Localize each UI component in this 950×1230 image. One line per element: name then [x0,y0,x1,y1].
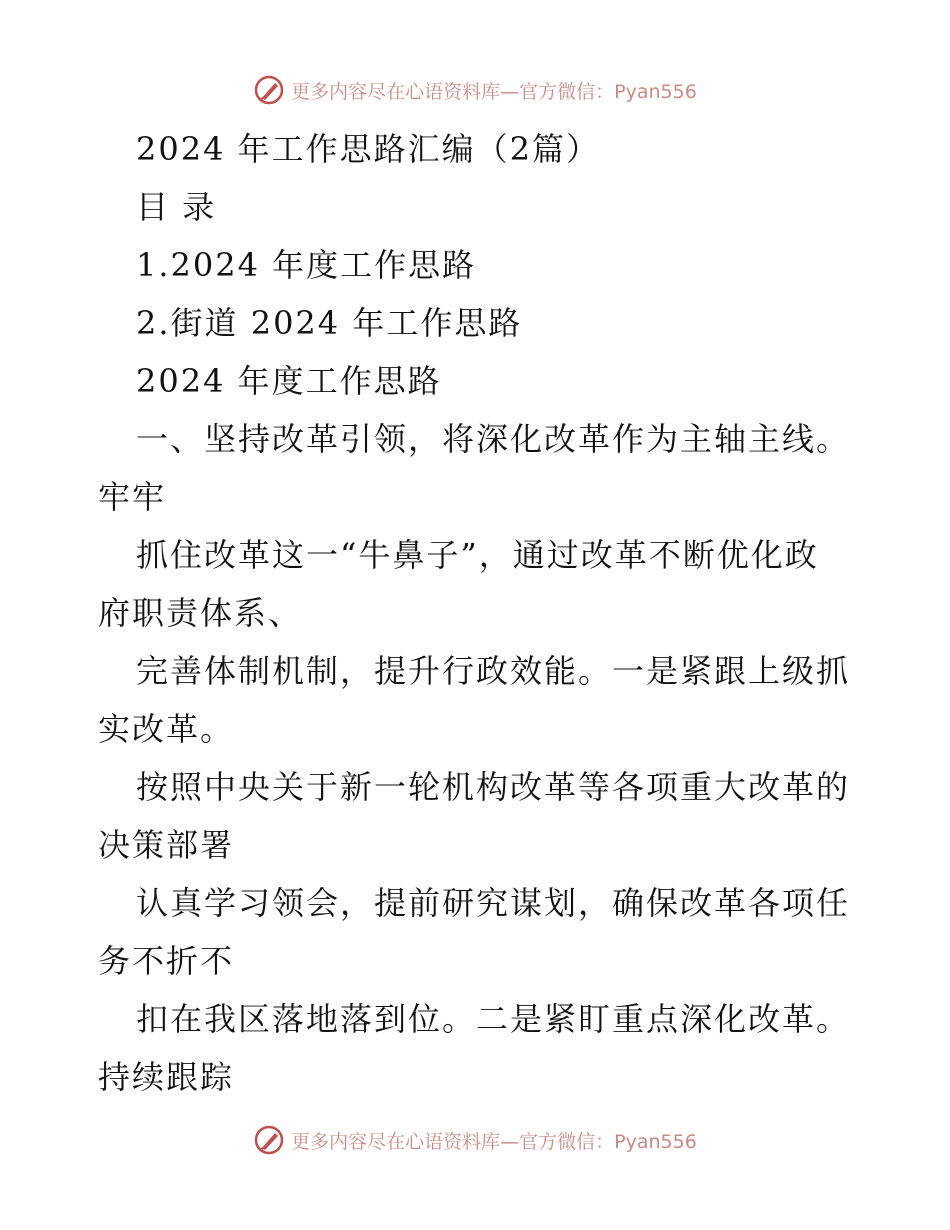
paragraph-line: 决策部署 [98,826,235,864]
paragraph-line: 扣在我区落地落到位。二是紧盯重点深化改革。 [136,1000,851,1038]
paragraph-line: 抓住改革这一“牛鼻子”，通过改革不断优化政 [136,536,819,574]
document-body [98,120,858,1106]
paragraph-line: 按照中央关于新一轮机构改革等各项重大改革的 [136,768,851,806]
quill-pen-logo-icon [253,1124,285,1156]
watermark-text: 更多内容尽在心语资料库—官方微信：Pyan556 [291,1130,697,1153]
toc-item: 2.街道 2024 年工作思路 [136,304,523,342]
quill-pen-logo-icon [253,74,285,106]
paragraph-line: 认真学习领会，提前研究谋划，确保改革各项任 [136,884,851,922]
toc-heading: 目 录 [136,188,217,226]
paragraph-line: 牢牢 [98,478,167,516]
document-title: 2024 年工作思路汇编（2篇） [136,130,600,168]
watermark-footer [0,1120,950,1160]
watermark-text: 更多内容尽在心语资料库—官方微信：Pyan556 [291,80,697,103]
paragraph-line: 完善体制机制，提升行政效能。一是紧跟上级抓 [136,652,851,690]
toc-item: 1.2024 年度工作思路 [136,246,477,284]
paragraph-line: 实改革。 [98,710,235,748]
paragraph-line: 府职责体系、 [98,594,303,632]
paragraph-line: 务不折不 [98,942,235,980]
watermark-header [0,70,950,110]
paragraph-line: 一、坚持改革引领，将深化改革作为主轴主线。 [136,420,851,458]
paragraph-line: 持续跟踪 [98,1058,235,1096]
section-title: 2024 年度工作思路 [136,362,442,400]
